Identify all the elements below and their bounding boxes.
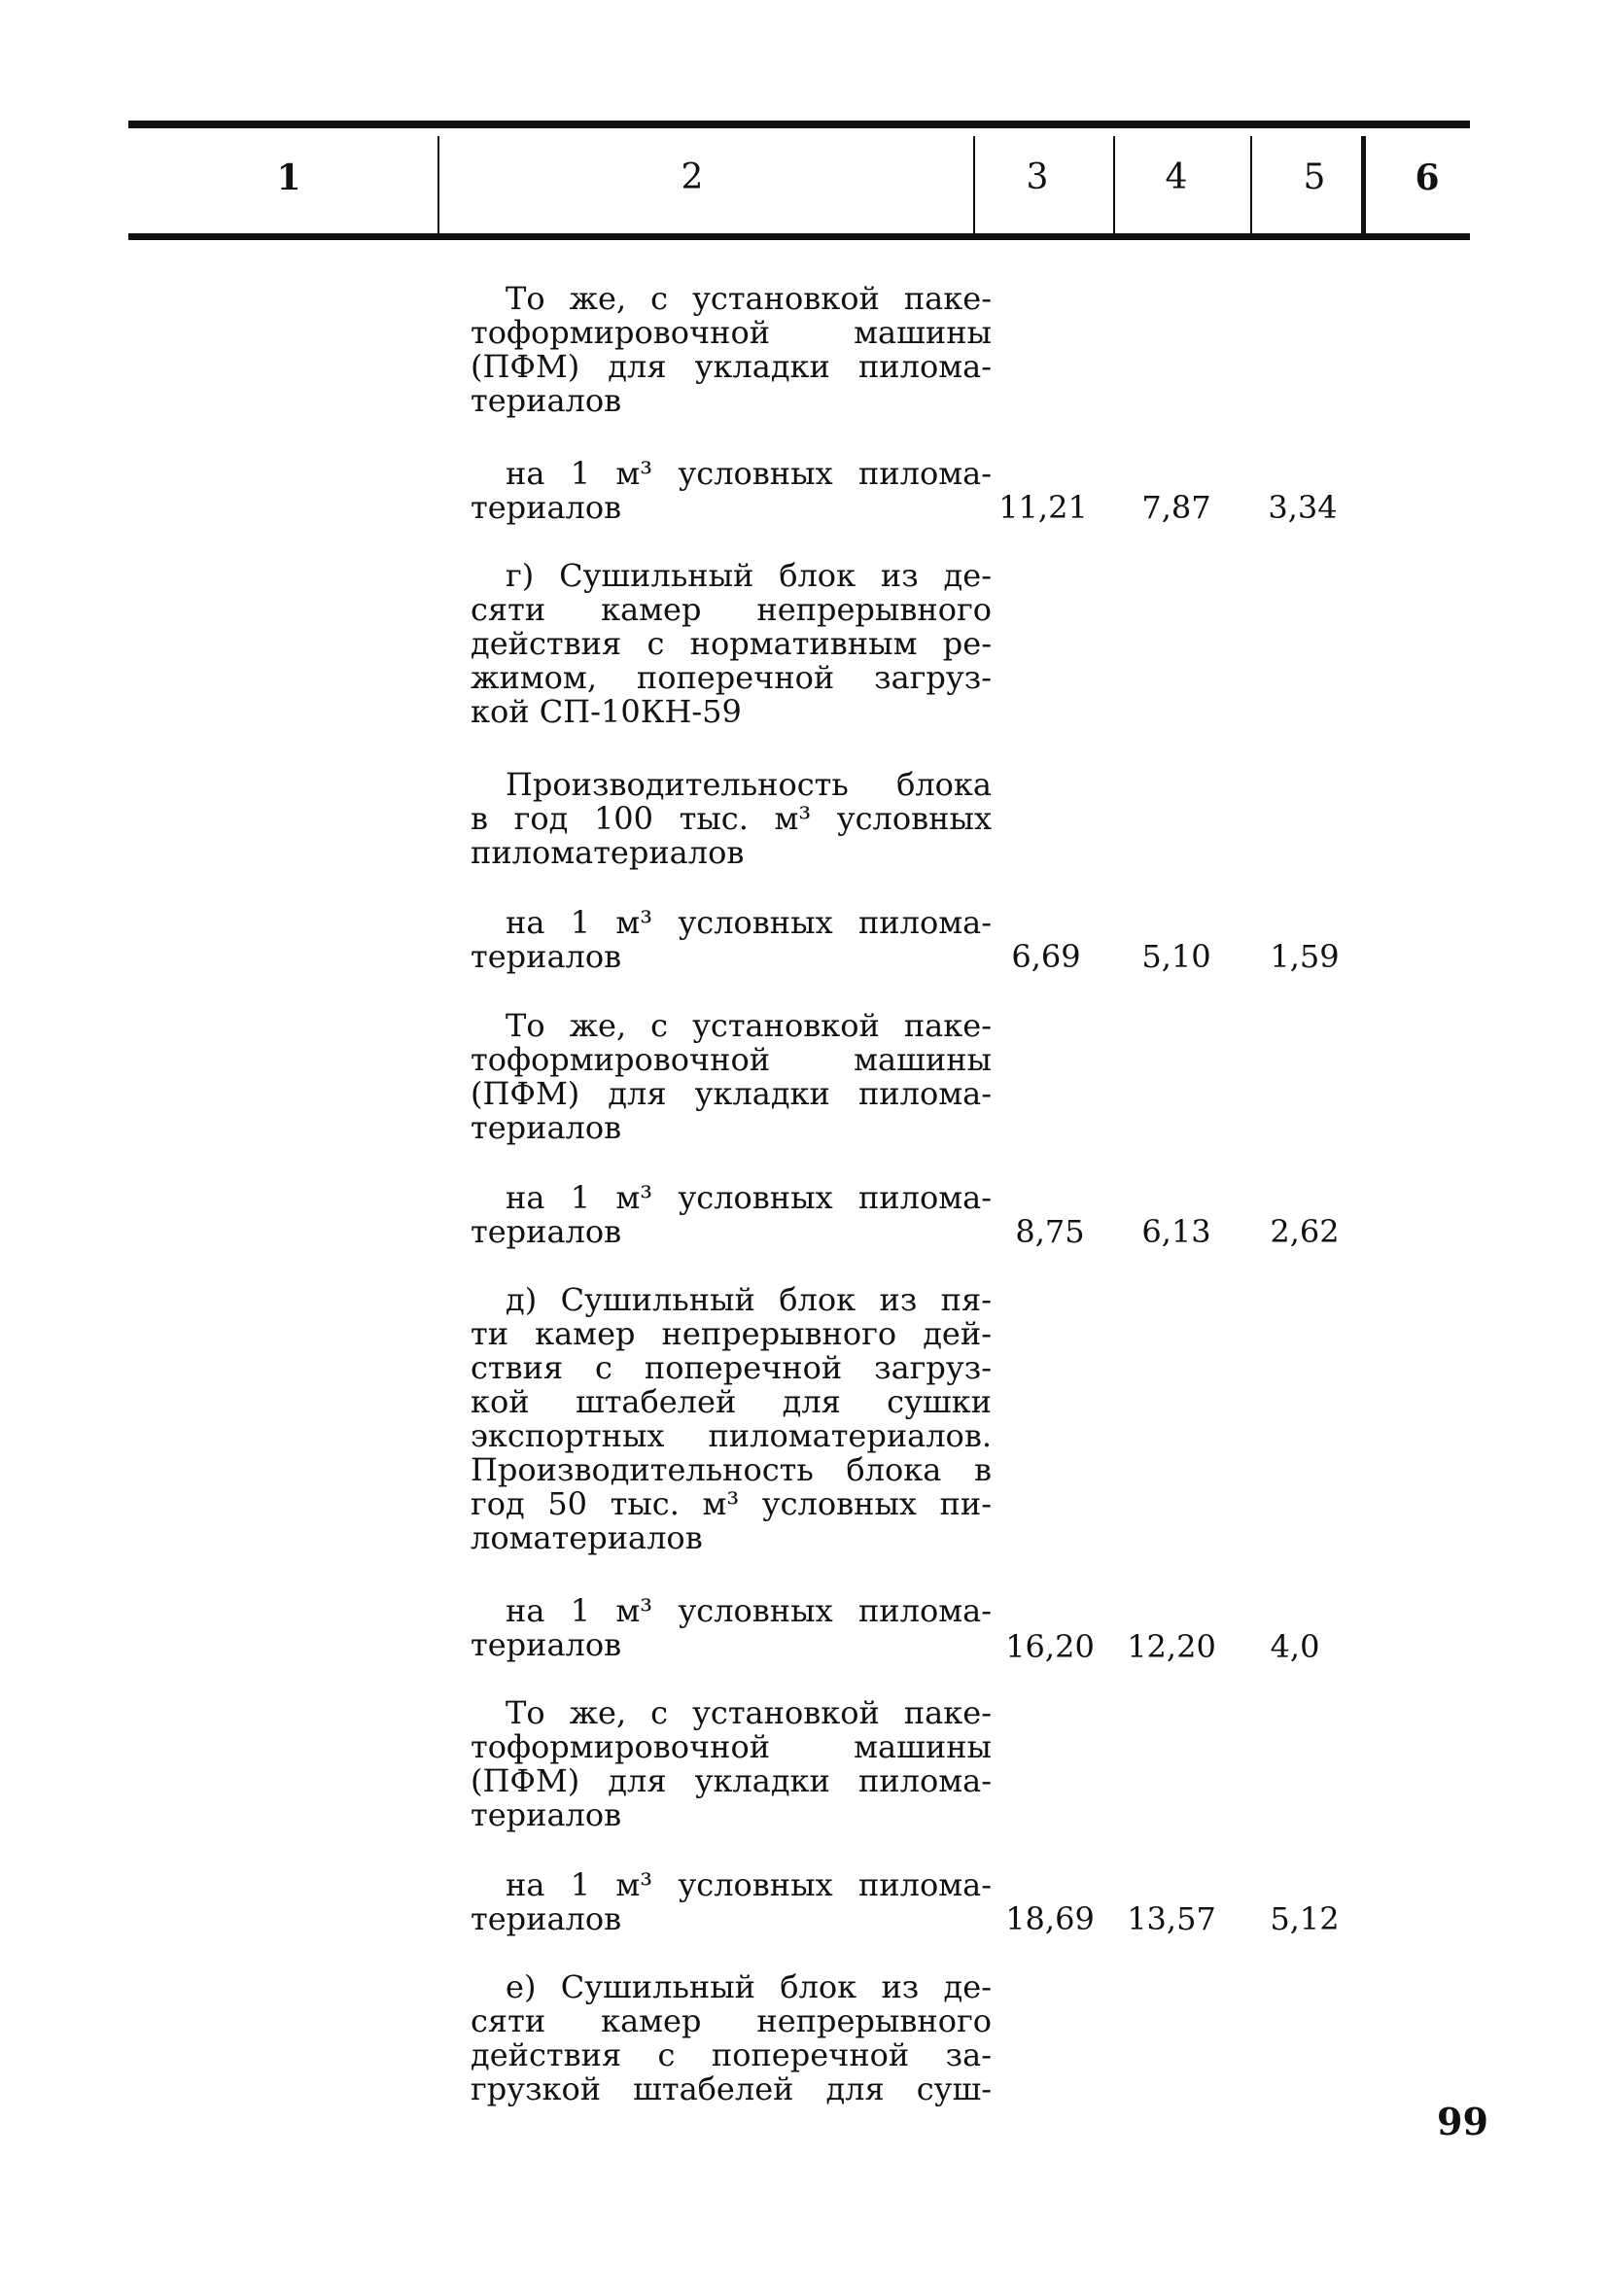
value-col3: 18,69 [1005, 1900, 1095, 1937]
text-line: сяти камер непрерывного [471, 2002, 992, 2039]
text-line: териалов [471, 1109, 622, 1146]
column-divider-1-2 [437, 136, 439, 233]
text-line: действия с поперечной за- [471, 2036, 992, 2073]
text-line: на 1 м³ условных пилома- [506, 904, 992, 941]
text-line: пиломатериалов [471, 834, 745, 871]
text-line: в год 100 тыс. м³ условных [471, 800, 992, 837]
table-row [471, 457, 992, 525]
text-line: на 1 м³ условных пилома- [506, 1866, 992, 1903]
text-line: тоформировочной машины [471, 314, 992, 351]
text-line: экспортных пиломатериалов. [471, 1417, 992, 1454]
column-header-2: 2 [681, 157, 704, 197]
text-line: ти камер непрерывного дей- [471, 1315, 992, 1352]
text-line: действия с нормативным ре- [471, 625, 992, 662]
text-line: То же, с установкой паке- [506, 1694, 992, 1731]
text-line: на 1 м³ условных пилома- [506, 455, 992, 492]
value-col4: 7,87 [1141, 489, 1211, 526]
value-col3: 8,75 [1015, 1213, 1085, 1250]
value-col5: 1,59 [1270, 938, 1340, 975]
text-line: То же, с установкой паке- [506, 280, 992, 317]
table-row [471, 282, 992, 418]
value-col5: 5,12 [1270, 1900, 1340, 1937]
column-header-6: 6 [1415, 157, 1440, 198]
text-line: год 50 тыс. м³ условных пи- [471, 1485, 992, 1522]
text-line: То же, с установкой паке- [506, 1007, 992, 1044]
value-col5: 4,0 [1270, 1628, 1320, 1665]
table-row [471, 1181, 992, 1249]
column-divider-3-4 [1113, 136, 1115, 233]
value-col3: 11,21 [998, 489, 1088, 526]
text-line: на 1 м³ условных пилома- [506, 1592, 992, 1629]
value-col4: 5,10 [1141, 938, 1211, 975]
table-row [471, 559, 992, 729]
table-row [471, 768, 992, 870]
text-line: грузкой штабелей для суш- [471, 2070, 992, 2107]
text-line: териалов [471, 1213, 622, 1250]
column-divider-4-5 [1250, 136, 1252, 233]
column-header-5: 5 [1303, 157, 1326, 197]
value-col3: 16,20 [1005, 1628, 1095, 1665]
column-header-4: 4 [1165, 157, 1188, 197]
column-divider-5-6 [1361, 136, 1366, 233]
text-line: е) Сушильный блок из де- [506, 1968, 992, 2005]
text-line: ломатериалов [471, 1519, 703, 1556]
text-line: териалов [471, 1626, 622, 1663]
text-line: тоформировочной машины [471, 1041, 992, 1078]
column-header-3: 3 [1026, 157, 1049, 197]
column-divider-2-3 [973, 136, 975, 233]
text-line: Производительность блока [506, 766, 992, 803]
table-row [471, 906, 992, 974]
page-number: 99 [1437, 2100, 1488, 2143]
table-row [471, 1868, 992, 1936]
text-line: на 1 м³ условных пилома- [506, 1179, 992, 1216]
column-header-1: 1 [276, 157, 301, 198]
table-top-rule [128, 121, 1470, 128]
value-col5: 3,34 [1268, 489, 1338, 526]
table-row [471, 1970, 992, 2106]
text-line: териалов [471, 938, 622, 975]
text-line: (ПФМ) для укладки пилома- [471, 1762, 992, 1799]
table-row [471, 1594, 992, 1662]
text-line: г) Сушильный блок из де- [506, 557, 992, 594]
text-line: жимом, поперечной загруз- [471, 659, 992, 696]
text-line: кой СП-10КН-59 [471, 693, 742, 730]
text-line: кой штабелей для сушки [471, 1383, 992, 1420]
text-line: териалов [471, 1900, 622, 1937]
table-row [471, 1283, 992, 1555]
value-col4: 12,20 [1127, 1628, 1216, 1665]
text-line: тоформировочной машины [471, 1728, 992, 1765]
value-col4: 13,57 [1127, 1900, 1216, 1937]
value-col5: 2,62 [1270, 1213, 1340, 1250]
text-line: териалов [471, 1796, 622, 1833]
text-line: териалов [471, 489, 622, 526]
text-line: (ПФМ) для укладки пилома- [471, 1075, 992, 1112]
text-line: (ПФМ) для укладки пилома- [471, 348, 992, 385]
table-row [471, 1696, 992, 1832]
value-col4: 6,13 [1141, 1213, 1211, 1250]
text-line: териалов [471, 382, 622, 419]
text-line: Производительность блока в [471, 1451, 992, 1488]
value-col3: 6,69 [1011, 938, 1081, 975]
table-row [471, 1009, 992, 1145]
table-header-bottom-rule [128, 233, 1470, 240]
text-line: ствия с поперечной загруз- [471, 1349, 992, 1386]
text-line: д) Сушильный блок из пя- [506, 1281, 992, 1318]
text-line: сяти камер непрерывного [471, 591, 992, 628]
